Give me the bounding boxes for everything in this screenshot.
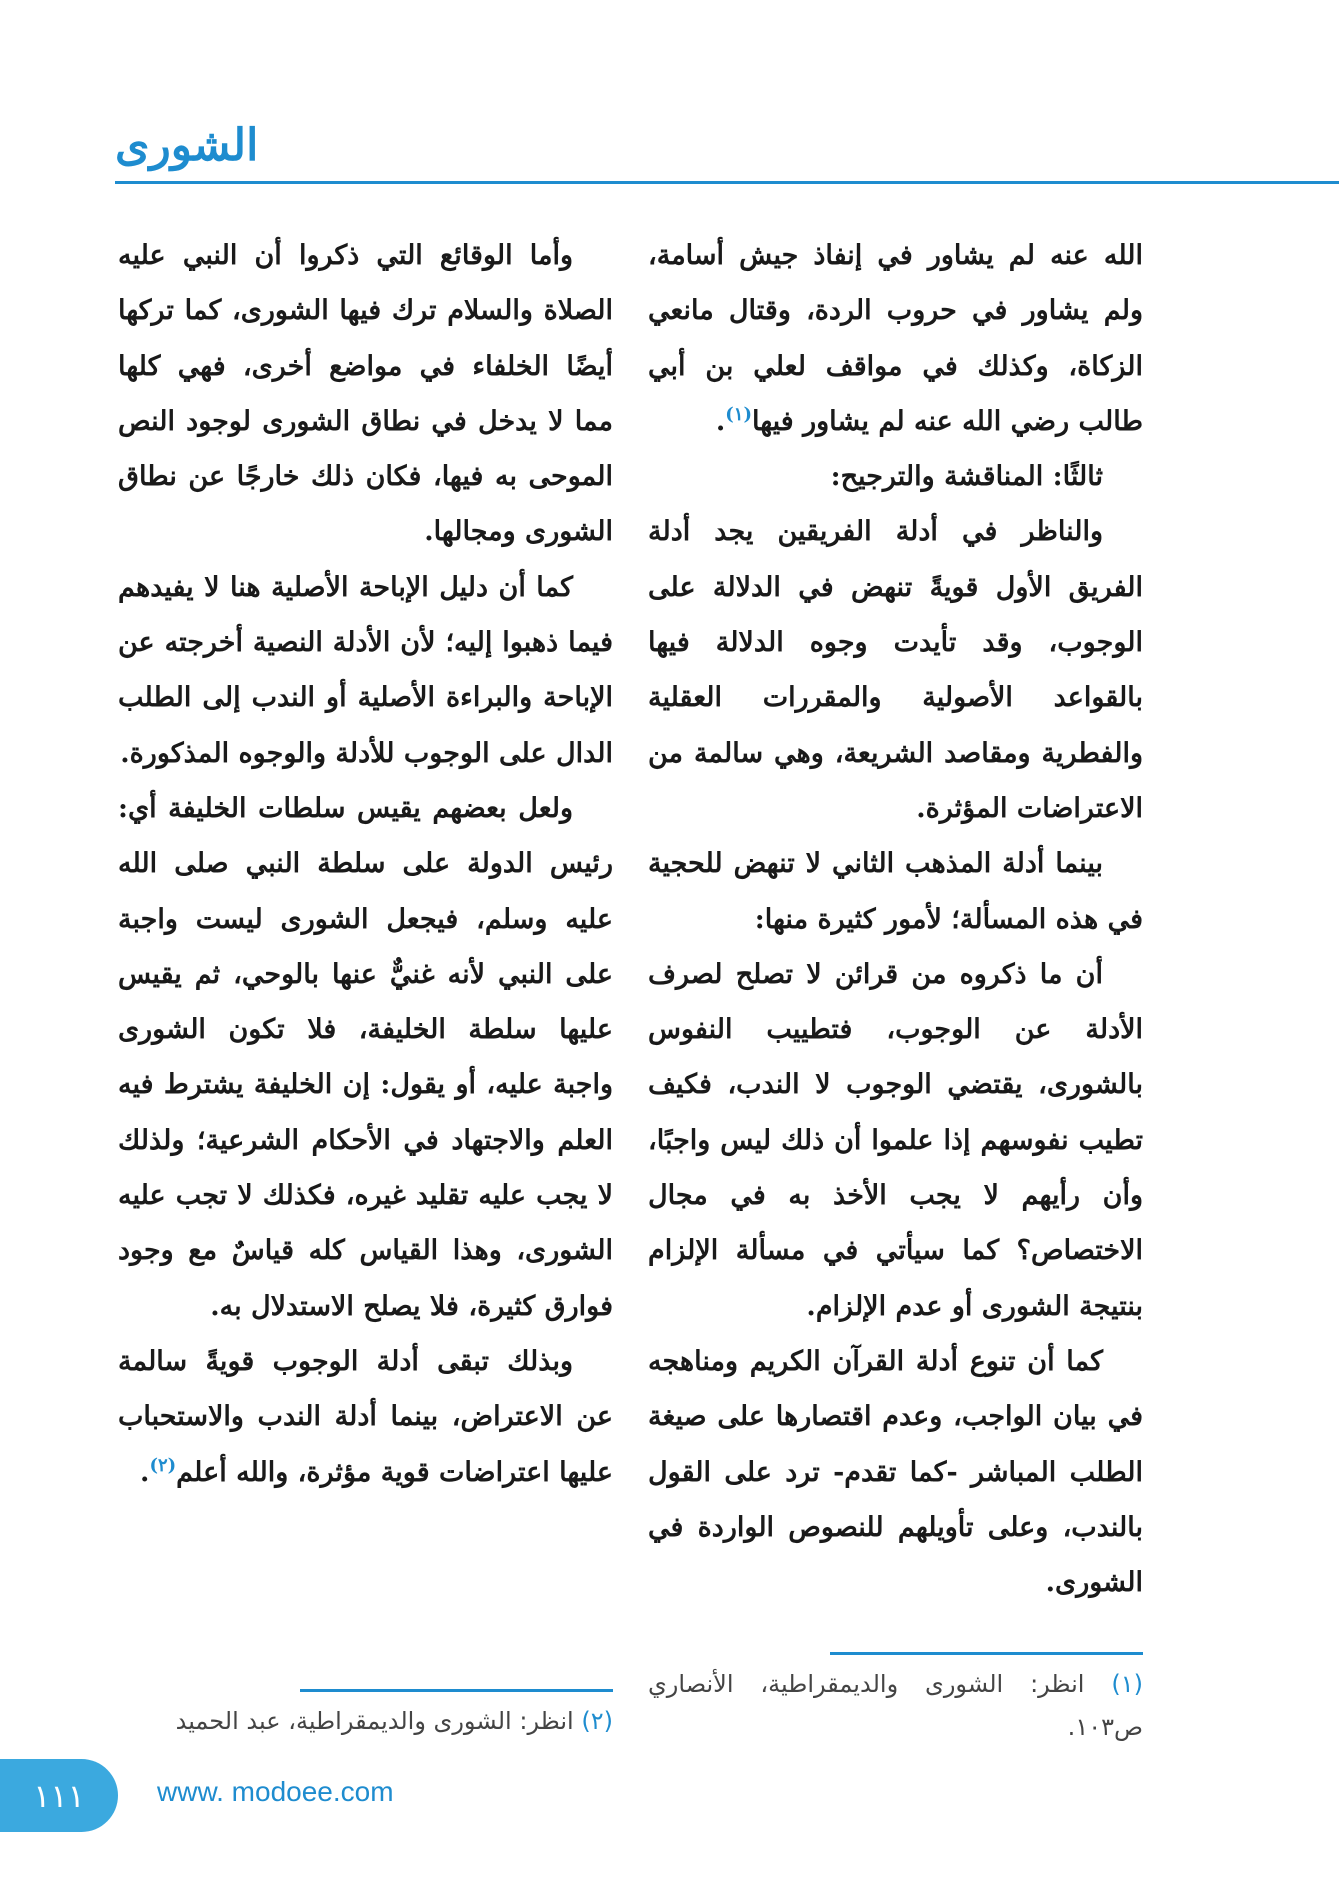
footnote-1: [648, 1663, 1143, 1749]
footnote-text: انظر: الشورى والديمقراطية، عبد الحميد: [175, 1707, 574, 1735]
left-column: [118, 228, 613, 1500]
footnote-divider: [300, 1689, 613, 1692]
paragraph: وأما الوقائع التي ذكروا أن النبي عليه الصلاة والسلام ترك فيها الشورى، كما تركها أيضًا الخلفاء في مواضع أخرى، فهي كلها مما لا يدخل في نطاق الشورى لوجود النص الموحى به فيها، فكان ذلك خارجًا عن نطاق الشورى ومجالها.: [118, 240, 613, 548]
paragraph: أن ما ذكروه من قرائن لا تصلح لصرف الأدلة عن الوجوب، فتطييب النفوس بالشورى، يقتضي الوجوب لا الندب، فكيف تطيب نفوسهم إذا علموا أن ذلك ليس واجبًا، وأن رأيهم لا يجب الأخذ به في مجال الاختصاص؟ كما سيأتي في مسألة الإلزام بنتيجة الشورى أو عدم الإلزام.: [648, 958, 1143, 1322]
paragraph: والناظر في أدلة الفريقين يجد أدلة الفريق الأول قويةً تنهض في الدلالة على الوجوب، وقد تأيدت وجوه الدلالة فيها بالقواعد الأصولية والمقررات العقلية والفطرية ومقاصد الشريعة، وهي سالمة من الاعتراضات المؤثرة.: [648, 516, 1143, 824]
paragraph: [648, 228, 1143, 449]
page-header-title: الشورى: [115, 120, 259, 171]
footnote-text: انظر: الشورى والديمقراطية، الأنصاري ص١٠٣.: [648, 1670, 1143, 1741]
paragraph: كما أن تنوع أدلة القرآن الكريم ومناهجه في بيان الواجب، وعدم اقتصارها على صيغة الطلب المباشر -كما تقدم- ترد على القول بالندب، وعلى تأويلهم للنصوص الواردة في الشورى.: [648, 1345, 1143, 1599]
page-number-tab: [0, 1759, 118, 1832]
website-link[interactable]: www. modoee.com: [157, 1776, 394, 1807]
paragraph-text: وبذلك تبقى أدلة الوجوب قويةً سالمة عن الاعتراض، بينما أدلة الندب والاستحباب عليها اعتراضات قوية مؤثرة، والله أعلم: [118, 1345, 613, 1488]
header-divider: [115, 181, 1339, 184]
paragraph-end: .: [715, 405, 726, 437]
footnote-marker[interactable]: (١): [725, 403, 752, 425]
footnote-number: (١): [1111, 1670, 1143, 1698]
right-column: [648, 228, 1143, 1610]
section-heading: ثالثًا: المناقشة والترجيح:: [830, 461, 1103, 493]
paragraph: [118, 1334, 613, 1500]
footnote-number: (٢): [581, 1707, 613, 1735]
paragraph: كما أن دليل الإباحة الأصلية هنا لا يفيدهم فيما ذهبوا إليه؛ لأن الأدلة النصية أخرجته عن الإباحة والبراءة الأصلية أو الندب إلى الطلب الدال على الوجوب للأدلة والوجوه المذكورة.: [118, 571, 613, 769]
paragraph-text: الله عنه لم يشاور في إنفاذ جيش أسامة، ولم يشاور في حروب الردة، وقتال مانعي الزكاة، وكذلك في مواقف لعلي بن أبي طالب رضي الله عنه لم يشاور فيها: [648, 240, 1143, 437]
paragraph: ولعل بعضهم يقيس سلطات الخليفة أي: رئيس الدولة على سلطة النبي صلى الله عليه وسلم، فيجعل الشورى ليست واجبة على النبي لأنه غنيٌّ عنها بالوحي، ثم يقيس عليها سلطة الخليفة، فلا تكون الشورى واجبة عليه، أو يقول: إن الخليفة يشترط فيه العلم والاجتهاد في الأحكام الشرعية؛ ولذلك لا يجب عليه تقليد غيره، فكذلك لا تجب عليه الشورى، وهذا القياس كله قياسٌ مع وجود فوارق كثيرة، فلا يصلح الاستدلال به.: [118, 792, 613, 1322]
footnote-divider: [830, 1652, 1143, 1655]
page-number: ١١١: [33, 1776, 85, 1815]
footnote-2: [118, 1700, 613, 1743]
footnote-marker[interactable]: (٢): [149, 1454, 177, 1476]
paragraph-end: .: [140, 1456, 150, 1488]
paragraph: بينما أدلة المذهب الثاني لا تنهض للحجية في هذه المسألة؛ لأمور كثيرة منها:: [648, 848, 1143, 935]
